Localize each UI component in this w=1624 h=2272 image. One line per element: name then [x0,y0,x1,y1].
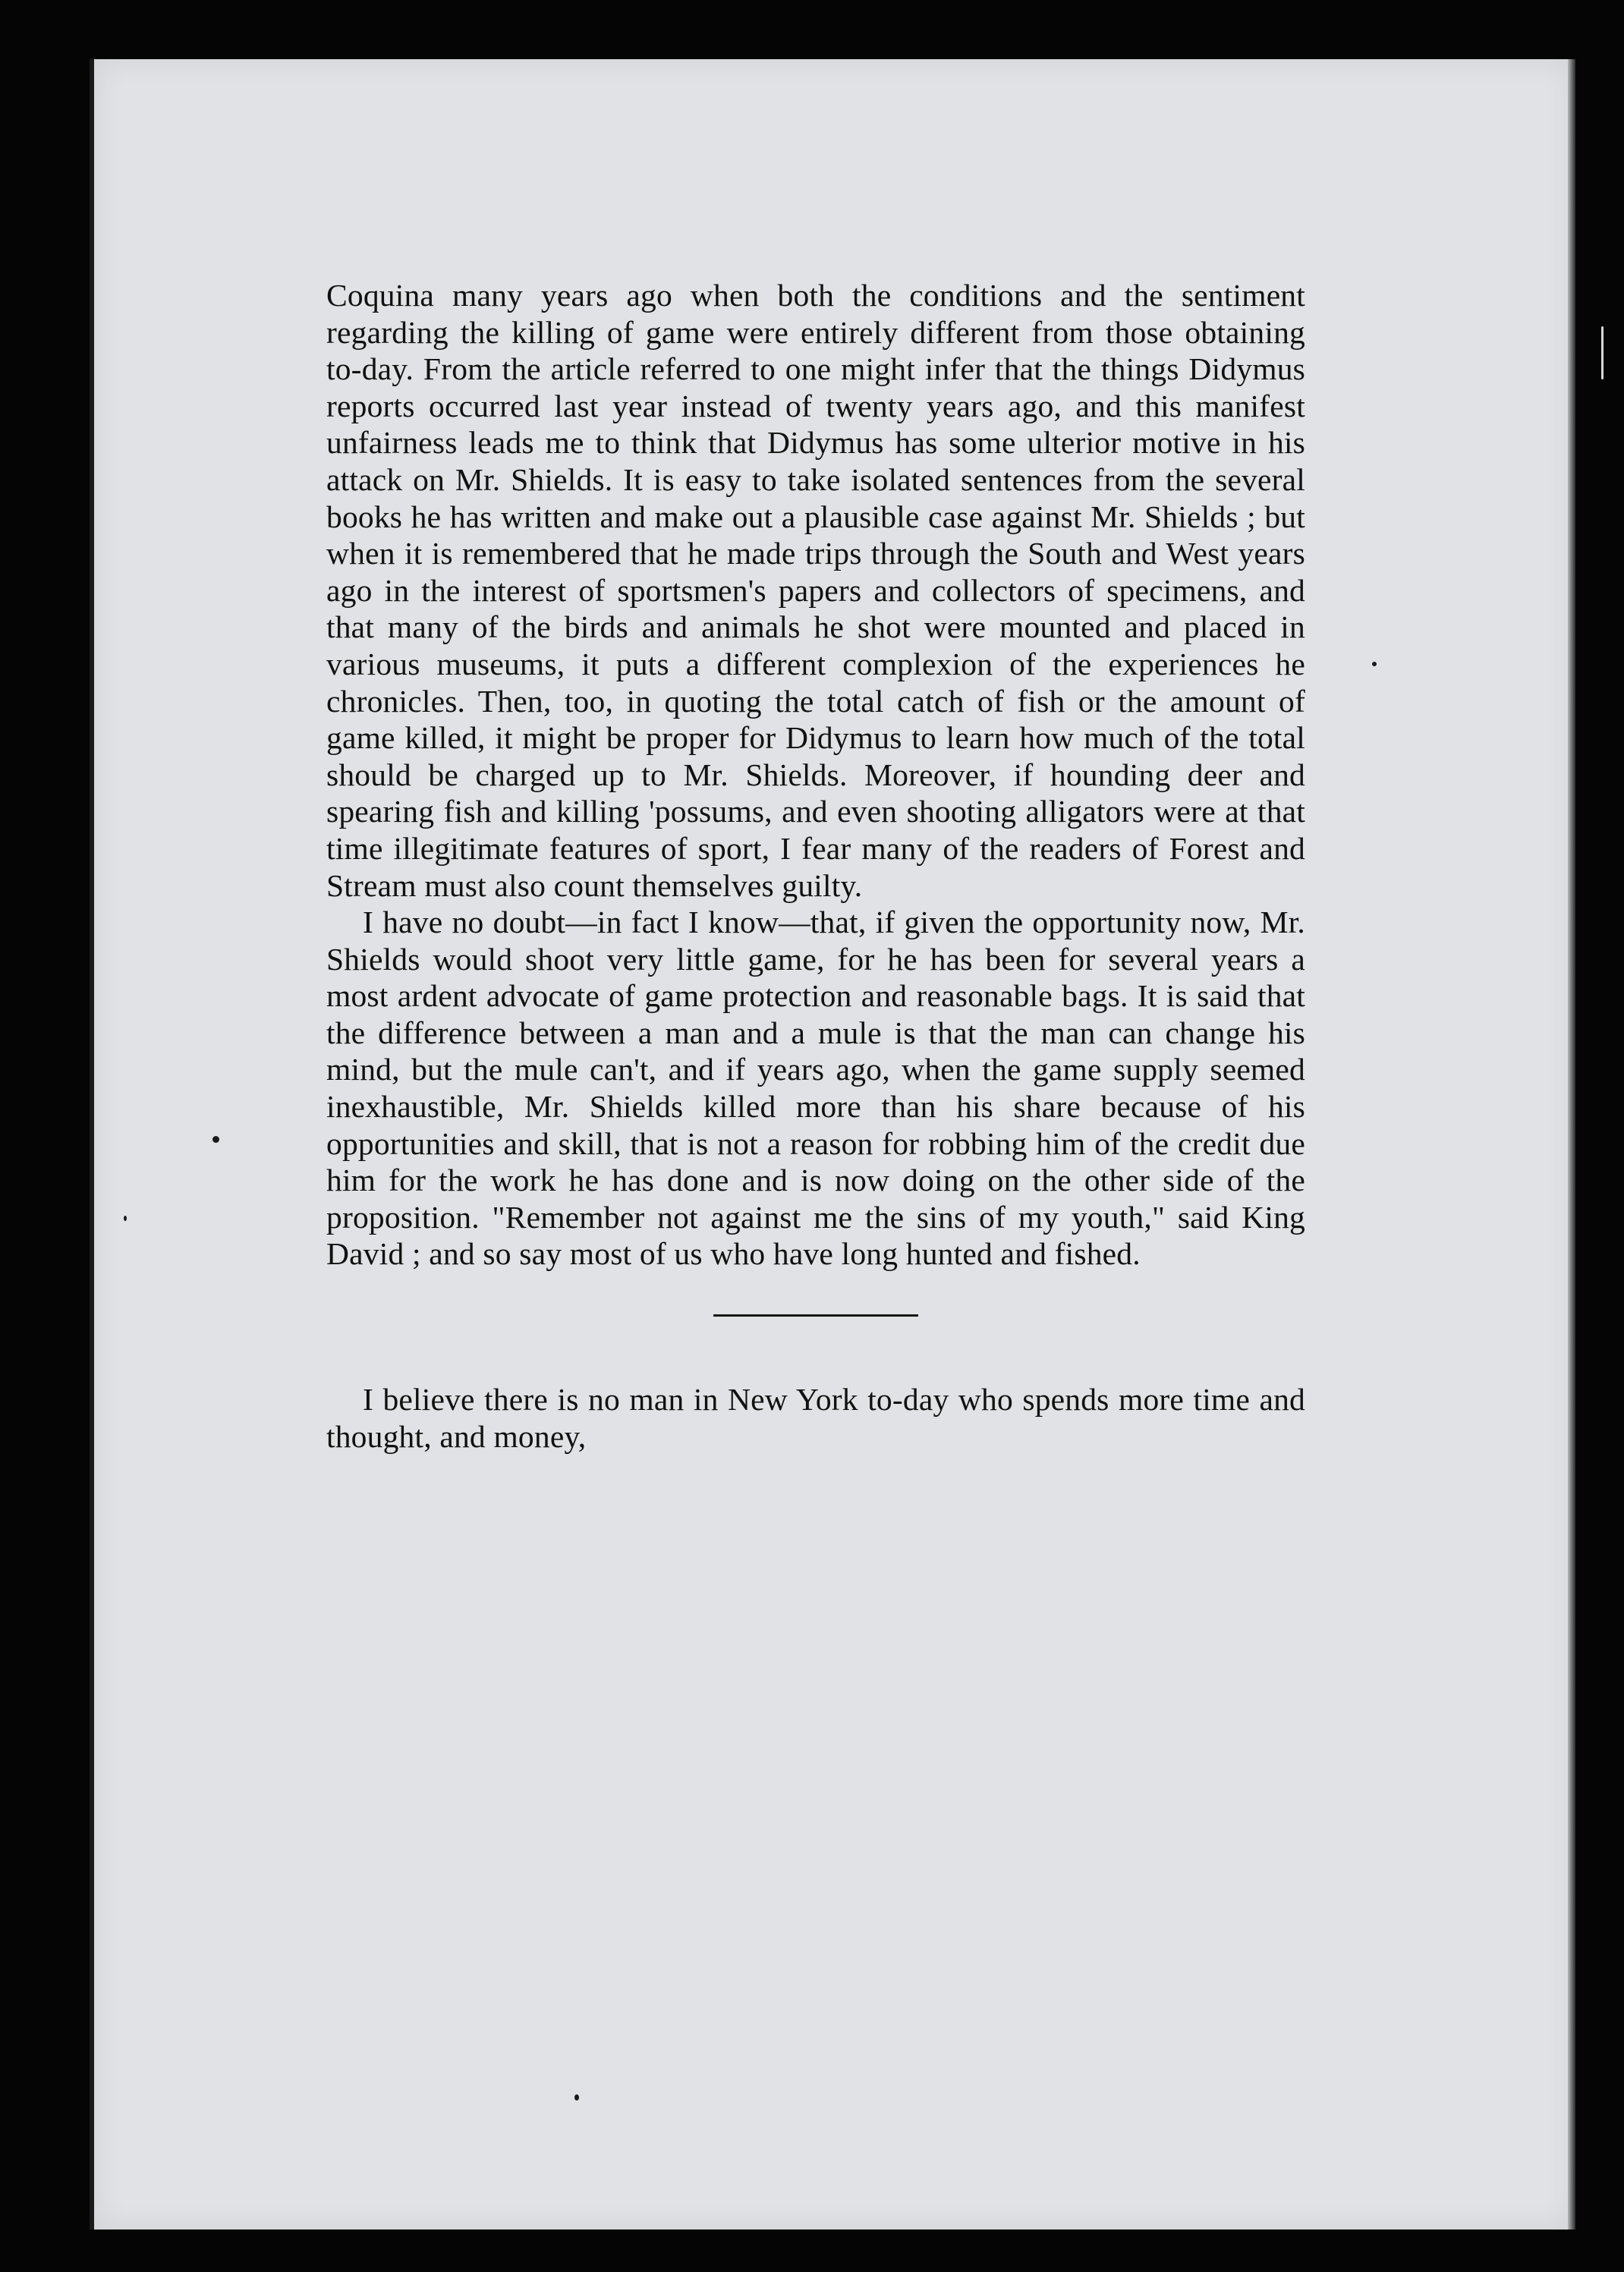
section-divider [713,1314,918,1317]
paragraph: I have no doubt—in fact I know—that, if given the opportunity now, Mr. Shields would shoot very little game, for he has been for several years a most ardent advocate of game protection and reasonable bags. It is said that the difference between a man and a mule is that the man can change his mind, but the mule can't, and if years ago, when the game supply seemed inexhaustible, Mr. Shields killed more than his share because of his opportunities and skill, that is not a reason for robbing him of the credit due him for the work he has done and is now doing on the other side of the proposition. "Remember not against me the sins of my youth," said King David ; and so say most of us who have long hunted and fished. [326,905,1305,1272]
article-text [326,277,1305,1455]
scan-speck [124,1216,127,1221]
scan-speck [1372,662,1377,666]
scan-speck [574,2094,579,2100]
paragraph: Coquina many years ago when both the conditions and the sentiment regarding the killing of game were entirely different from those obtaining to-day. From the article referred to one might infer that the things Didymus reports occurred last year instead of twenty years ago, and this manifest unfairness leads me to think that Didymus has some ulterior motive in his attack on Mr. Shields. It is easy to take isolated sentences from the several books he has written and make out a plausible case against Mr. Shields ; but when it is remembered that he made trips through the South and West years ago in the interest of sportsmen's papers and collectors of specimens, and that many of the birds and animals he shot were mounted and placed in various museums, it puts a different complexion of the experiences he chronicles. Then, too, in quoting the total catch of fish or the amount of game killed, it might be proper for Didymus to learn how much of the total should be charged up to Mr. Shields. Moreover, if hounding deer and spearing fish and killing 'possums, and even shooting alligators were at that time illegitimate features of sport, I fear many of the readers of Forest and Stream must also count themselves guilty. [326,278,1305,903]
scan-speck [1601,326,1604,379]
page-edge [1568,59,1575,2230]
scan-speck [212,1136,219,1143]
paragraph: I believe there is no man in New York to-day who spends more time and thought, and money, [326,1382,1305,1454]
